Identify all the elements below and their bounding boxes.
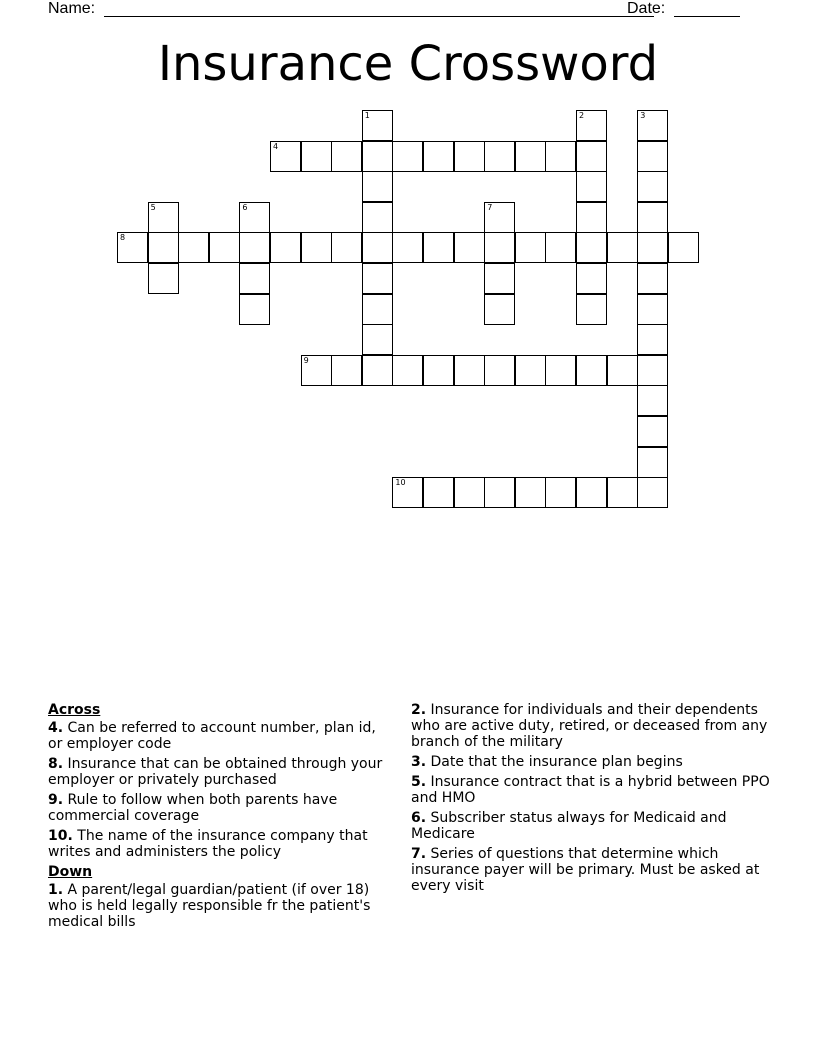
grid-cell[interactable] <box>576 477 607 508</box>
clue-number: 4. <box>48 720 64 736</box>
grid-cell[interactable] <box>392 477 423 508</box>
grid-cell[interactable] <box>362 324 393 355</box>
grid-cell[interactable] <box>209 232 240 263</box>
grid-cell[interactable] <box>576 263 607 294</box>
grid-cell[interactable] <box>362 110 393 141</box>
clue-text: A parent/legal guardian/patient (if over 18) who is held legally responsible fr the patient's medical bills <box>48 882 371 930</box>
grid-cell[interactable] <box>484 263 515 294</box>
grid-cell[interactable] <box>515 232 546 263</box>
grid-cell[interactable] <box>484 232 515 263</box>
grid-cell[interactable] <box>331 355 362 386</box>
grid-cell[interactable] <box>148 232 179 263</box>
clue-number: 3. <box>411 754 427 770</box>
page-title: Insurance Crossword <box>157 36 659 92</box>
grid-cell[interactable] <box>545 355 576 386</box>
clue-across-8 <box>48 756 393 788</box>
name-label: Name: <box>48 0 96 17</box>
clue-text: Series of questions that determine which insurance payer will be primary. Must be asked at every visit <box>411 846 760 894</box>
grid-cell[interactable] <box>637 416 668 447</box>
clue-down-3 <box>411 754 771 770</box>
grid-cell[interactable] <box>576 294 607 325</box>
grid-cell[interactable] <box>301 232 332 263</box>
grid-cell[interactable] <box>392 232 423 263</box>
down-heading: Down <box>48 864 93 880</box>
clue-text: Insurance that can be obtained through your employer or privately purchased <box>48 756 383 788</box>
grid-cell[interactable] <box>484 141 515 172</box>
clue-down-5 <box>411 774 771 806</box>
clues-left-column <box>48 702 393 934</box>
grid-cell[interactable] <box>454 141 485 172</box>
grid-cell[interactable] <box>515 477 546 508</box>
cell-number: 1 <box>364 111 370 120</box>
date-label: Date: <box>627 0 666 17</box>
grid-cell[interactable] <box>576 202 607 233</box>
grid-cell[interactable] <box>117 232 148 263</box>
grid-cell[interactable] <box>301 355 332 386</box>
grid-cell[interactable] <box>362 171 393 202</box>
grid-cell[interactable] <box>637 447 668 478</box>
clue-number: 5. <box>411 774 427 790</box>
grid-cell[interactable] <box>515 355 546 386</box>
clue-text: Subscriber status always for Medicaid and Medicare <box>411 810 727 842</box>
grid-cell[interactable] <box>331 232 362 263</box>
clues-right-column <box>411 702 771 898</box>
clue-number: 8. <box>48 756 64 772</box>
grid-cell[interactable] <box>668 232 699 263</box>
grid-cell[interactable] <box>515 141 546 172</box>
grid-cell[interactable] <box>301 141 332 172</box>
clue-across-4 <box>48 720 393 752</box>
grid-cell[interactable] <box>637 385 668 416</box>
clue-number: 10. <box>48 828 73 844</box>
grid-cell[interactable] <box>484 355 515 386</box>
grid-cell[interactable] <box>362 355 393 386</box>
clue-number: 9. <box>48 792 64 808</box>
grid-cell[interactable] <box>576 355 607 386</box>
clue-across-9 <box>48 792 393 824</box>
grid-cell[interactable] <box>362 263 393 294</box>
grid-cell[interactable] <box>362 232 393 263</box>
clue-down-1 <box>48 882 393 930</box>
across-heading: Across <box>48 702 101 718</box>
clue-number: 2. <box>411 702 427 718</box>
grid-cell[interactable] <box>454 232 485 263</box>
grid-cell[interactable] <box>637 141 668 172</box>
grid-cell[interactable] <box>454 477 485 508</box>
grid-cell[interactable] <box>607 355 638 386</box>
clue-text: The name of the insurance company that writes and administers the policy <box>48 828 368 860</box>
grid-cell[interactable] <box>576 232 607 263</box>
grid-cell[interactable] <box>270 232 301 263</box>
grid-cell[interactable] <box>637 294 668 325</box>
clue-number: 6. <box>411 810 427 826</box>
grid-cell[interactable] <box>148 202 179 233</box>
cell-number: 3 <box>640 111 646 120</box>
grid-cell[interactable] <box>239 294 270 325</box>
cell-number: 4 <box>273 141 279 151</box>
cell-number: 8 <box>120 233 126 243</box>
grid-cell[interactable] <box>637 355 668 386</box>
clue-down-7 <box>411 846 771 894</box>
grid-cell[interactable] <box>331 141 362 172</box>
clue-text: Rule to follow when both parents have commercial coverage <box>48 792 338 824</box>
grid-cell[interactable] <box>178 232 209 263</box>
clue-text: Date that the insurance plan begins <box>430 754 683 770</box>
grid-cell[interactable] <box>637 171 668 202</box>
grid-cell[interactable] <box>545 141 576 172</box>
grid-cell[interactable] <box>239 202 270 233</box>
grid-cell[interactable] <box>362 202 393 233</box>
grid-cell[interactable] <box>423 477 454 508</box>
clue-text: Can be referred to account number, plan id, or employer code <box>48 720 376 752</box>
grid-cell[interactable] <box>148 263 179 294</box>
grid-cell[interactable] <box>423 355 454 386</box>
grid-cell[interactable] <box>362 294 393 325</box>
grid-cell[interactable] <box>576 110 607 141</box>
grid-cell[interactable] <box>607 477 638 508</box>
grid-cell[interactable] <box>637 324 668 355</box>
grid-cell[interactable] <box>484 294 515 325</box>
grid-cell[interactable] <box>637 110 668 141</box>
grid-cell[interactable] <box>637 263 668 294</box>
grid-cell[interactable] <box>484 202 515 233</box>
grid-cell[interactable] <box>576 171 607 202</box>
grid-cell[interactable] <box>454 355 485 386</box>
grid-cell[interactable] <box>362 141 393 172</box>
cell-number: 6 <box>242 202 248 212</box>
cell-number: 7 <box>487 202 493 212</box>
grid-cell[interactable] <box>637 232 668 263</box>
clue-text: Insurance for individuals and their dependents who are active duty, retired, or deceased from any branch of the military <box>411 702 768 750</box>
grid-cell[interactable] <box>423 232 454 263</box>
cell-number: 2 <box>579 111 585 120</box>
grid-cell[interactable] <box>239 263 270 294</box>
grid-cell[interactable] <box>545 477 576 508</box>
cell-number: 9 <box>303 355 309 365</box>
grid-cell[interactable] <box>392 355 423 386</box>
grid-cell[interactable] <box>637 202 668 233</box>
clue-down-6 <box>411 810 771 842</box>
grid-cell[interactable] <box>545 232 576 263</box>
cell-number: 5 <box>150 202 156 212</box>
clue-number: 7. <box>411 846 427 862</box>
grid-cell[interactable] <box>423 141 454 172</box>
clue-down-2 <box>411 702 771 750</box>
cell-number: 10 <box>395 478 406 488</box>
grid-cell[interactable] <box>576 141 607 172</box>
grid-cell[interactable] <box>239 232 270 263</box>
grid-cell[interactable] <box>392 141 423 172</box>
clue-across-10 <box>48 828 393 860</box>
grid-cell[interactable] <box>637 477 668 508</box>
grid-cell[interactable] <box>270 141 301 172</box>
clue-text: Insurance contract that is a hybrid between PPO and HMO <box>411 774 770 806</box>
grid-cell[interactable] <box>484 477 515 508</box>
clue-number: 1. <box>48 882 64 898</box>
grid-cell[interactable] <box>607 232 638 263</box>
